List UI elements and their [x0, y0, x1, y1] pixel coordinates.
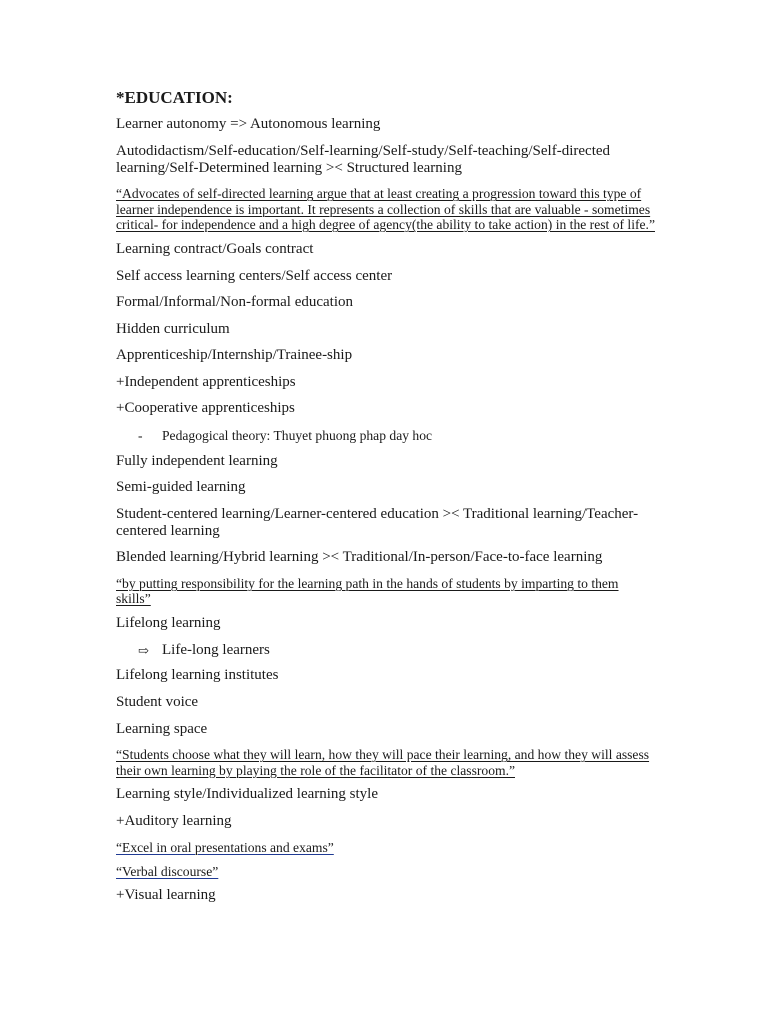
dash-bullet-icon: - [138, 428, 143, 444]
text-line: +Cooperative apprenticeships [116, 400, 295, 417]
list-item-text: Life-long learners [162, 641, 270, 658]
text-line: Lifelong learning [116, 615, 221, 632]
text-line: Fully independent learning [116, 452, 278, 469]
text-line: Semi-guided learning [116, 479, 246, 496]
text-line: Blended learning/Hybrid learning >< Traditional/In-person/Face-to-face learning [116, 549, 603, 566]
list-item-text: Pedagogical theory: Thuyet phuong phap day hoc [162, 428, 433, 444]
section-heading: *EDUCATION: [116, 88, 233, 107]
quote-text: “Students choose what they will learn, how they will pace their learning, and how they will assess their own learning by playing the role of the facilitator of the classroom.” [116, 747, 650, 778]
quote-text: “Verbal discourse” [116, 863, 219, 879]
text-line: Formal/Informal/Non-formal education [116, 294, 354, 311]
text-line: +Auditory learning [116, 813, 232, 830]
text-line: Hidden curriculum [116, 320, 230, 337]
text-line: Learning style/Individualized learning style [116, 786, 379, 803]
quote-text: “Excel in oral presentations and exams” [116, 839, 334, 855]
text-line: Learner autonomy => Autonomous learning [116, 116, 381, 132]
text-line: Student-centered learning/Learner-centered education >< Traditional learning/Teacher-centered learning [116, 505, 639, 539]
text-line: Autodidactism/Self-education/Self-learning/Self-study/Self-teaching/Self-directed learning/Self-Determined learning >< Structured learning [116, 142, 611, 176]
right-arrow-icon: ⇨ [138, 642, 149, 658]
arrow-list-item [116, 642, 656, 659]
text-line: +Visual learning [116, 887, 216, 904]
dash-list-item [116, 427, 656, 444]
text-line: +Independent apprenticeships [116, 373, 296, 390]
text-line: Self access learning centers/Self access center [116, 267, 393, 284]
text-line: Learning contract/Goals contract [116, 240, 314, 257]
quote-text: “Advocates of self-directed learning argue that at least creating a progression toward this type of learner independence is important. It represents a collection of skills that are valuable - sometimes critical- for independence and a high degree of agency(the ability to take action) in the rest of life.” [116, 186, 655, 232]
text-line: Apprenticeship/Internship/Trainee-ship [116, 347, 353, 364]
document-page [116, 88, 656, 914]
text-line: Student voice [116, 693, 199, 710]
text-line: Learning space [116, 720, 208, 737]
text-line: Lifelong learning institutes [116, 667, 279, 684]
quote-text: “by putting responsibility for the learning path in the hands of students by imparting to them skills” [116, 575, 619, 607]
